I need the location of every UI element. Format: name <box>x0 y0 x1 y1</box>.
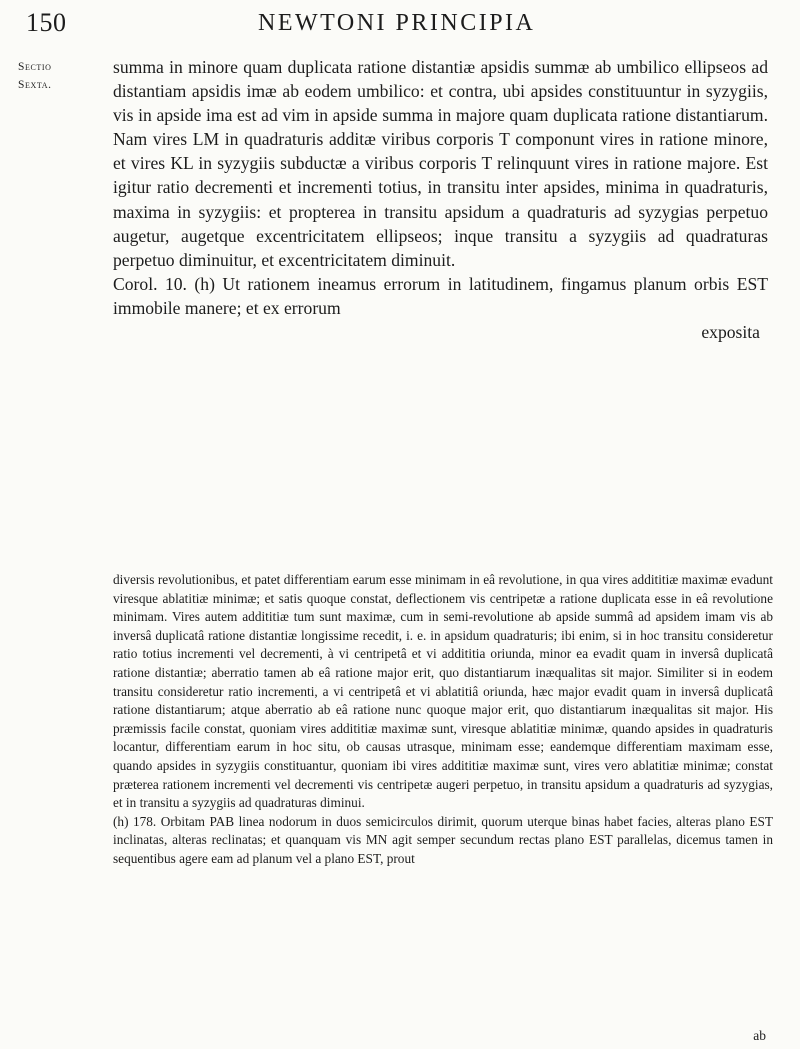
margin-note <box>18 58 84 94</box>
margin-note-line-1: Sectio <box>18 61 52 73</box>
footnote-catchword: ab <box>753 1028 766 1043</box>
page-number: 150 <box>26 8 67 37</box>
footnote-continuation: diversis revolutionibus, et patet differentiam earum esse minimam in eâ revolutione, in qua vires addititiæ maximæ evadunt viresque ablatitiæ minimæ; et satis quoque constat, deflectionem vis centripetæ a ratione duplicata esse in eâ revolutione minimam. Vires autem addititiæ tum sunt maximæ, cum in semi-revolutione ab apside summâ ad apsidem imam vis ab inversâ duplicatâ ratione distantiæ longissime recedit, i. e. in apsidum quadraturis; ibi enim, si in hoc transitu consideretur ratio totius incrementi vel decrementi, à vi centripetâ et vi addititia oriunda, minor ea evadit quam in inversâ duplicatâ ratione distantiæ; aberratio tamen ab eâ ratione major erit, quo distantiarum inæqualitas sit major. Similiter si in eodem transitu consideretur ratio incrementi, a vi centripetâ et vi ablatitiâ oriunda, hæc major evadit quam in inversâ duplicatâ ratione distantiarum; atque aberratio ab eâ ratione nunc quoque major erit, quo distantiarum inæqualitas sit major. His præmissis facile constat, quoniam vires addititiæ maximæ sunt, viresque ablatitiæ minimæ, quando apsides in quadraturis locantur, differentiam earum in hoc situ, ob causas utrasque, minimam esse; eandemque differentiam maximam esse, quando apsides in syzygiis constituantur, quoniam ibi vires addititiæ maximæ sunt, vires vero ablatitiæ minimæ; constat præterea rationem incrementi vel decrementi vis centripetæ augeri perpetuo, in transitu apsidum a quadraturis ad syzygias, et in transitu a syzygiis ad quadraturas diminui. <box>113 572 773 811</box>
main-text <box>113 55 768 344</box>
main-paragraph-1: summa in minore quam duplicata ratione distantiæ apsidis summæ ab umbilico ellipseos ad distantiam apsidis imæ ab eodem umbilico: et contra, ubi apsides constituuntur in syzygiis, vis in apside ima est ad vim in apside summa in majore quam duplicata ratione distantiarum. Nam vires LM in quadraturis additæ viribus corporis T componunt vires in ratione minore, et vires KL in syzygiis subductæ a viribus corporis T relinquunt vires in ratione majore. Est igitur ratio decrementi et incrementi totius, in transitu inter apsides, minima in quadraturis, maxima in syzygiis: et propterea in transitu apsidum a quadraturis ad syzygias perpetuo augetur, augetque excentricitatem ellipseos; inque transitu a syzygiis ad quadraturas perpetuo diminuitur, et excentricitatem diminuit. <box>113 57 768 270</box>
running-head: NEWTONI PRINCIPIA <box>258 10 536 36</box>
footnotes <box>113 571 773 869</box>
margin-note-line-2: Sexta. <box>18 79 52 91</box>
corollary-10-paragraph: Corol. 10. (h) Ut rationem ineamus errorum in latitudinem, fingamus planum orbis EST immobile manere; et ex errorum <box>113 273 768 318</box>
main-catchword: exposita <box>701 322 760 343</box>
footnote-h-178: (h) 178. Orbitam PAB linea nodorum in duos semicirculos dirimit, quorum uterque binas habet facies, alteras plano EST inclinatas, alteras reclinatas; et quanquam vis MN agit semper secundum rectas plano EST parallelas, dicemus tamen in sequentibus agere eam ad planum vel a plano EST, prout <box>113 813 773 866</box>
